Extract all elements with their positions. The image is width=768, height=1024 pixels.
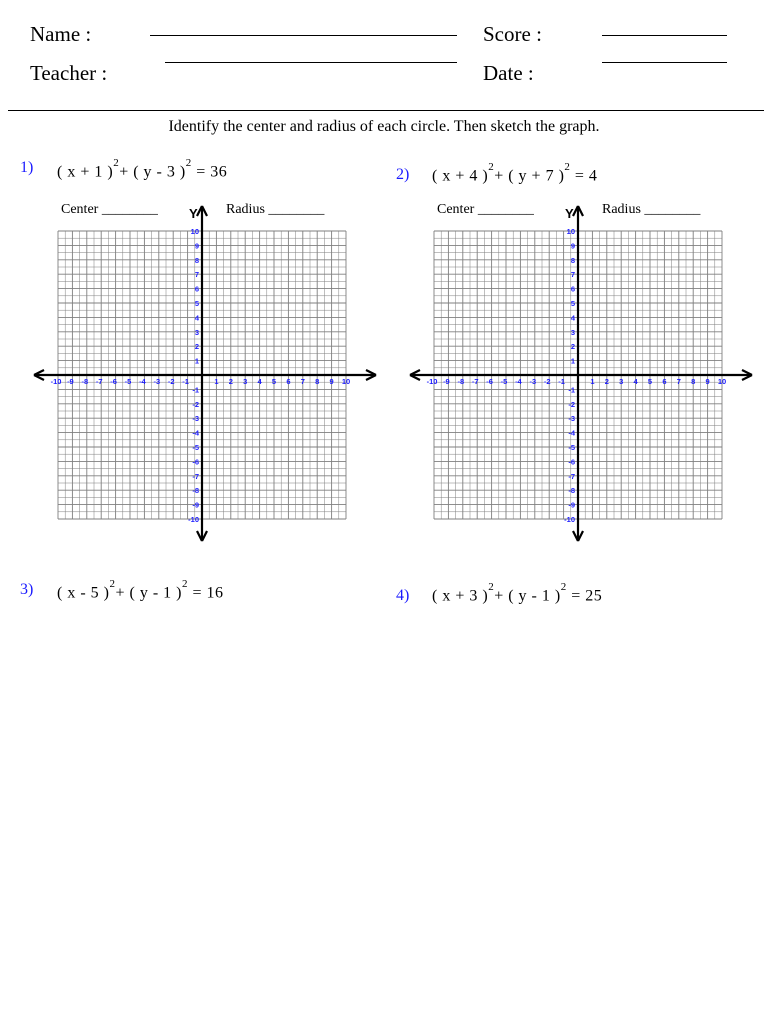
problem-1-term-x: ( x + 1 ) xyxy=(57,163,114,181)
graph-2[interactable] xyxy=(406,200,756,560)
graph-2-x-tick-label: 4 xyxy=(633,377,638,386)
graph-2-y-tick-label: -1 xyxy=(568,385,575,395)
problem-2-equation xyxy=(432,161,598,185)
graph-1-x-tick-label: 2 xyxy=(228,377,233,386)
date-label: Date : xyxy=(483,61,534,85)
graph-1-x-tick-label: 7 xyxy=(300,377,305,386)
graph-1-x-tick-label: -3 xyxy=(153,377,161,386)
graph-2-x-tick-label: 10 xyxy=(717,377,727,386)
graph-2-x-tick-label: 9 xyxy=(705,377,710,386)
graph-1-y-tick-label: -1 xyxy=(192,385,199,395)
graph-2-x-tick-label: 3 xyxy=(619,377,624,386)
problem-2-term-y: ( y + 7 ) xyxy=(508,167,565,185)
instructions-text: Identify the center and radius of each circle. Then sketch the graph. xyxy=(168,118,600,135)
graph-2-center-label[interactable]: Center ________ xyxy=(437,202,534,217)
graph-1-y-tick-label: 9 xyxy=(194,241,199,251)
score-label: Score : xyxy=(483,22,542,46)
graph-1-radius-label[interactable]: Radius ________ xyxy=(226,202,325,217)
graph-1-x-tick-label: -2 xyxy=(167,377,175,386)
graph-1-y-tick-label: -7 xyxy=(192,471,199,481)
graph-1-y-tick-label: -5 xyxy=(192,443,199,452)
graph-1-x-tick-label: -1 xyxy=(182,377,189,386)
problem-1-exp-y: 2 xyxy=(185,157,192,169)
graph-1-x-tick-label: 3 xyxy=(243,377,248,386)
graph-1-y-tick-label: -2 xyxy=(192,399,199,409)
graph-2-svg[interactable] xyxy=(406,200,756,560)
graph-1-x-tick-label: 6 xyxy=(286,377,291,386)
graph-1-x-tick-label: -7 xyxy=(95,377,103,386)
graph-1-y-tick-label: 3 xyxy=(194,327,199,337)
problem-1-equation xyxy=(57,157,228,181)
graph-1-y-tick-label: -8 xyxy=(192,486,199,496)
graph-2-x-tick-label: -2 xyxy=(543,377,551,386)
problem-2-plus: + xyxy=(494,167,504,185)
graph-1-y-tick-label: 10 xyxy=(190,227,199,236)
graph-1-y-tick-label: -3 xyxy=(192,414,199,424)
graph-2-x-tick-label: -6 xyxy=(486,377,493,386)
graph-2-x-tick-label: 7 xyxy=(676,377,681,386)
problem-4-exp-x: 2 xyxy=(488,581,495,593)
graph-2-x-tick-label: 2 xyxy=(604,377,609,386)
graph-1-y-tick-label: 6 xyxy=(194,284,199,294)
problem-3-exp-x: 2 xyxy=(109,578,116,590)
graph-1[interactable] xyxy=(30,200,380,560)
graph-1-y-tick-label: 7 xyxy=(194,270,199,280)
graph-2-y-tick-label: -2 xyxy=(568,399,575,409)
graph-2-x-tick-label: -5 xyxy=(500,377,508,386)
problem-2-term-x: ( x + 4 ) xyxy=(432,167,489,185)
graph-1-y-tick-label: 4 xyxy=(194,313,199,323)
problem-4-number: 4) xyxy=(396,587,410,604)
graph-1-x-tick-label: -10 xyxy=(50,377,62,386)
graph-1-y-tick-label: 8 xyxy=(194,255,199,265)
problem-3-equation xyxy=(57,578,224,602)
graph-2-y-tick-label: 8 xyxy=(570,255,575,265)
graph-1-y-tick-label: -9 xyxy=(192,500,199,510)
graph-2-y-tick-label: -7 xyxy=(568,471,575,481)
graph-2-x-tick-label: -7 xyxy=(471,377,479,386)
graph-2-y-tick-label: -9 xyxy=(568,500,575,510)
graph-2-y-tick-label: -6 xyxy=(568,457,575,467)
problem-4-term-x: ( x + 3 ) xyxy=(432,587,489,605)
teacher-field-line[interactable] xyxy=(165,62,457,63)
graph-1-x-tick-label: 8 xyxy=(315,377,320,386)
graph-2-y-tick-label: 10 xyxy=(566,227,575,236)
problem-1-plus: + xyxy=(119,163,129,181)
score-field-line[interactable] xyxy=(602,35,727,36)
problem-4-plus: + xyxy=(494,587,504,605)
graph-2-x-tick-label: -1 xyxy=(558,377,565,386)
graph-1-y-axis-label: Y xyxy=(189,206,198,221)
problem-1-term-y: ( y - 3 ) xyxy=(133,163,186,181)
graph-2-radius-label[interactable]: Radius ________ xyxy=(602,202,701,217)
graph-2-y-tick-label: 6 xyxy=(570,284,575,294)
graph-2-y-tick-label: 5 xyxy=(570,299,575,308)
graph-2-y-tick-label: -4 xyxy=(568,428,575,438)
graph-2-y-tick-label: 2 xyxy=(570,342,575,352)
problem-2-exp-x: 2 xyxy=(488,161,495,173)
graph-1-y-tick-label: 1 xyxy=(194,356,199,366)
problem-1-number: 1) xyxy=(20,159,34,176)
graph-2-x-tick-label: -3 xyxy=(529,377,537,386)
graph-2-y-tick-label: -10 xyxy=(564,515,575,524)
graph-1-y-tick-label: 2 xyxy=(194,342,199,352)
graph-2-y-tick-label: 7 xyxy=(570,270,575,280)
graph-2-y-tick-label: 1 xyxy=(570,356,575,366)
problem-2-exp-y: 2 xyxy=(564,161,571,173)
graph-1-x-tick-label: -4 xyxy=(139,377,146,386)
graph-2-x-tick-label: -9 xyxy=(443,377,450,386)
graph-2-y-tick-label: 4 xyxy=(570,313,575,323)
graph-2-y-tick-label: -3 xyxy=(568,414,575,424)
graph-1-y-tick-label: -6 xyxy=(192,457,199,467)
problem-3-plus: + xyxy=(115,584,126,602)
graph-1-svg[interactable] xyxy=(30,200,380,560)
problem-4-equation xyxy=(432,581,603,605)
problem-3-rhs: = 16 xyxy=(192,584,224,602)
problem-4-term-y: ( y - 1 ) xyxy=(508,587,561,605)
graph-1-x-tick-label: 5 xyxy=(271,377,277,386)
graph-1-x-tick-label: -5 xyxy=(124,377,132,386)
graph-2-x-tick-label: 8 xyxy=(691,377,696,386)
graph-1-x-tick-label: -8 xyxy=(81,377,89,386)
graph-2-x-tick-label: 1 xyxy=(590,377,595,386)
graph-1-x-tick-label: -9 xyxy=(67,377,74,386)
problem-3-number: 3) xyxy=(20,581,34,598)
graph-2-y-tick-label: -5 xyxy=(568,443,575,452)
graph-2-y-axis-label: Y xyxy=(565,206,574,221)
graph-2-y-tick-label: 3 xyxy=(570,327,575,337)
graph-2-y-tick-label: 9 xyxy=(570,241,575,251)
graph-1-x-tick-label: 1 xyxy=(214,377,219,386)
header-divider xyxy=(8,110,764,111)
graph-2-x-tick-label: -10 xyxy=(426,377,438,386)
problem-2-number: 2) xyxy=(396,166,410,183)
graph-1-center-label[interactable]: Center ________ xyxy=(61,202,158,217)
graph-2-x-tick-label: 6 xyxy=(662,377,667,386)
graph-1-y-tick-label: -4 xyxy=(192,428,199,438)
problem-2-rhs: = 4 xyxy=(574,167,598,185)
problem-4-exp-y: 2 xyxy=(560,581,567,593)
graph-2-x-tick-label: 5 xyxy=(647,377,653,386)
graph-1-x-tick-label: 10 xyxy=(341,377,351,386)
problem-3-term-y: ( y - 1 ) xyxy=(129,584,182,602)
date-field-line[interactable] xyxy=(602,62,727,63)
name-field-line[interactable] xyxy=(150,35,457,36)
graph-2-y-tick-label: -8 xyxy=(568,486,575,496)
problem-3-exp-y: 2 xyxy=(182,578,188,590)
problem-1-exp-x: 2 xyxy=(113,157,120,169)
teacher-label: Teacher : xyxy=(30,61,108,85)
graph-1-y-tick-label: 5 xyxy=(194,299,199,308)
problem-3-term-x: ( x - 5 ) xyxy=(57,584,110,602)
problem-1-rhs: = 36 xyxy=(196,163,228,181)
graph-2-x-tick-label: -8 xyxy=(457,377,465,386)
graph-1-y-tick-label: -10 xyxy=(188,515,199,524)
graph-1-x-tick-label: 9 xyxy=(329,377,334,386)
graph-1-x-tick-label: -6 xyxy=(110,377,117,386)
problem-4-rhs: = 25 xyxy=(571,587,603,605)
name-label: Name : xyxy=(30,22,92,46)
graph-2-x-tick-label: -4 xyxy=(515,377,522,386)
graph-1-x-tick-label: 4 xyxy=(257,377,262,386)
